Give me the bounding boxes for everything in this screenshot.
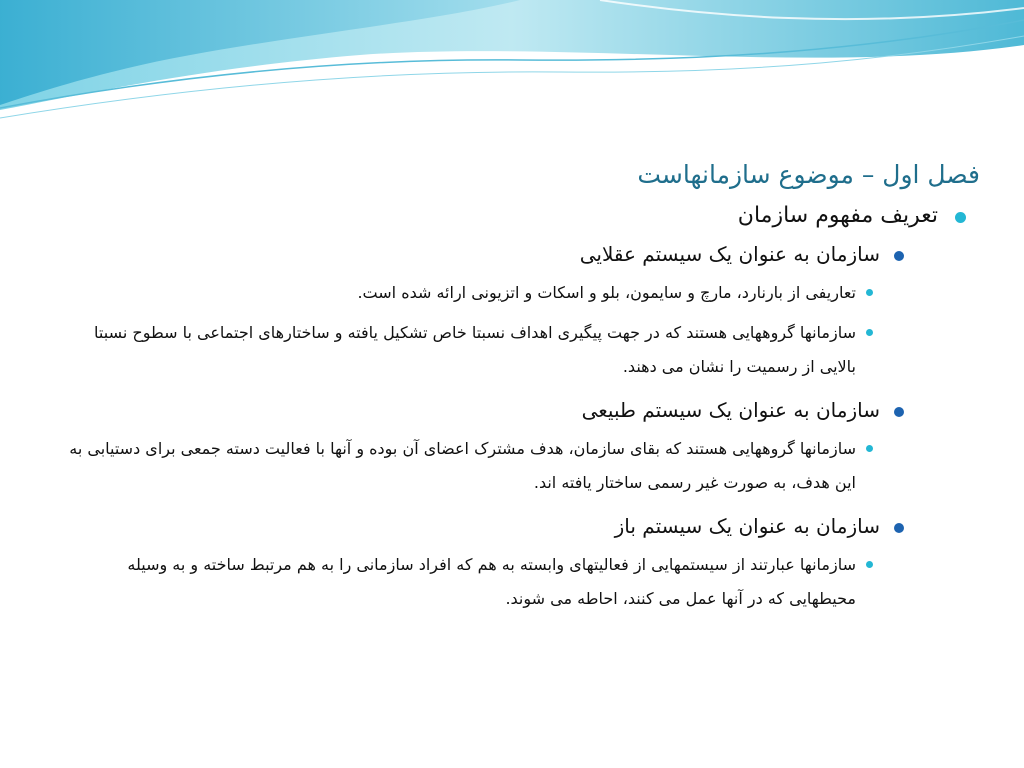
section-heading-text: سازمان به عنوان یک سیستم عقلایی	[579, 242, 880, 266]
section-heading-rational	[60, 242, 980, 266]
bullet-level1-text: تعریف مفهوم سازمان	[737, 203, 938, 228]
bullet-dot-icon	[894, 523, 904, 533]
list-item-text: سازمانها عبارتند از سیستمهایی از فعالیتهای وابسته به هم که افراد سازمانی را به هم مرتبط ساخته و به وسیله محیطهایی که در آنها عمل می کنند، احاطه می شوند.	[127, 555, 856, 608]
bullet-dot-icon	[894, 251, 904, 261]
list-item	[60, 276, 980, 310]
bullet-dot-icon	[866, 289, 873, 296]
list-item-text: سازمانها گروههایی هستند که بقای سازمان، هدف مشترک اعضای آن بوده و آنها با فعالیت دسته جمعی برای دستیابی به این هدف، به صورت غیر رسمی ساختار یافته اند.	[69, 439, 856, 492]
bullet-level1	[60, 203, 980, 228]
slide-content	[60, 160, 980, 616]
bullet-dot-icon	[866, 445, 873, 452]
section-heading-open	[60, 514, 980, 538]
list-item-text: سازمانها گروههایی هستند که در جهت پیگیری اهداف نسبتا خاص تشکیل یافته و ساختارهای اجتماعی با سطوح نسبتا بالایی از رسمیت را نشان می دهند.	[94, 323, 856, 376]
list-item	[60, 432, 980, 500]
section-heading-text: سازمان به عنوان یک سیستم باز	[614, 514, 880, 538]
section-heading-natural	[60, 398, 980, 422]
bullet-dot-icon	[866, 329, 873, 336]
bullet-dot-icon	[866, 561, 873, 568]
bullet-dot-icon	[955, 212, 966, 223]
list-item	[60, 548, 980, 616]
bullet-dot-icon	[894, 407, 904, 417]
section-heading-text: سازمان به عنوان یک سیستم طبیعی	[581, 398, 880, 422]
list-item-text: تعاریفی از بارنارد، مارچ و سایمون، بلو و اسکات و اتزیونی ارائه شده است.	[357, 283, 856, 302]
list-item	[60, 316, 980, 384]
header-wave-decoration	[0, 0, 1024, 130]
slide-title: فصل اول – موضوع سازمانهاست	[637, 160, 980, 189]
